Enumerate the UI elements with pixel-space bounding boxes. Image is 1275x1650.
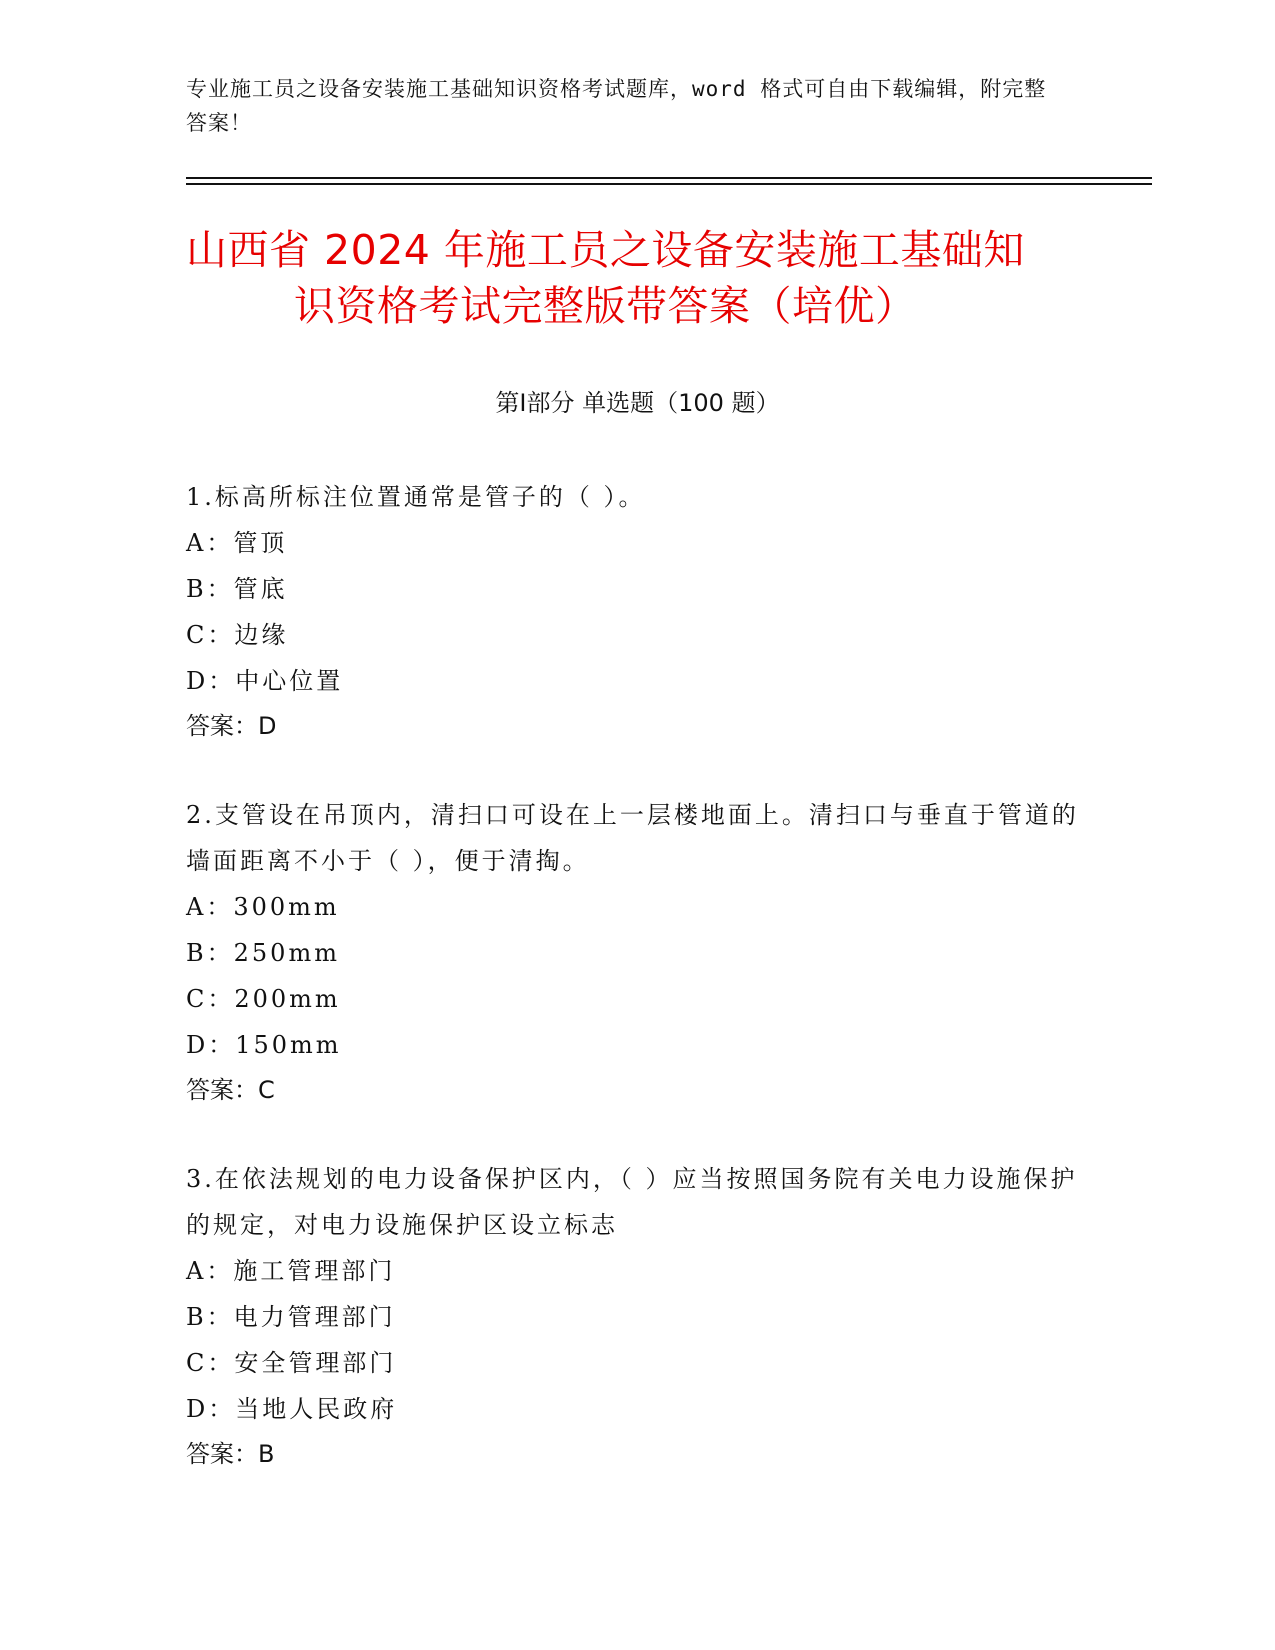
section-heading: 第Ⅰ部分 单选题（100 题） <box>495 389 780 417</box>
option-a: A：管顶 <box>186 529 288 557</box>
header-divider-thin <box>186 177 1152 179</box>
option-b: B：管底 <box>186 575 288 603</box>
option-d: D：当地人民政府 <box>186 1395 398 1423</box>
header-divider-thick <box>186 183 1152 185</box>
question-stem: 2.支管设在吊顶内，清扫口可设在上一层楼地面上。清扫口与垂直于管道的墙面距离不小于（ ），便于清掏。 <box>186 801 1079 875</box>
title-line-1: 山西省 2024 年施工员之设备安装施工基础知 <box>186 226 1025 274</box>
option-b: B：电力管理部门 <box>186 1303 396 1331</box>
answer-label: 答案：B <box>186 1440 275 1468</box>
option-a: A：施工管理部门 <box>186 1257 396 1285</box>
answer-label: 答案：C <box>186 1076 275 1104</box>
answer-label: 答案：D <box>186 712 277 740</box>
option-d: D：150mm <box>186 1031 342 1059</box>
question-item <box>186 1156 1086 1476</box>
question-item <box>186 792 1086 1112</box>
option-c: C：安全管理部门 <box>186 1349 397 1377</box>
option-b: B：250mm <box>186 939 340 967</box>
title-line-2: 识资格考试完整版带答案（培优） <box>294 282 917 330</box>
option-d: D：中心位置 <box>186 667 344 695</box>
option-c: C：200mm <box>186 985 341 1013</box>
option-a: A：300mm <box>186 893 340 921</box>
document-title <box>186 222 1086 334</box>
question-stem: 1.标高所标注位置通常是管子的（ ）。 <box>186 483 646 511</box>
header-note: 专业施工员之设备安装施工基础知识资格考试题库，word 格式可自由下载编辑，附完整答案！ <box>186 77 1047 135</box>
question-item <box>186 474 1086 748</box>
question-list <box>186 474 1086 1520</box>
option-c: C：边缘 <box>186 621 289 649</box>
question-stem: 3.在依法规划的电力设备保护区内，（ ）应当按照国务院有关电力设施保护的规定，对电力设施保护区设立标志 <box>186 1165 1078 1239</box>
